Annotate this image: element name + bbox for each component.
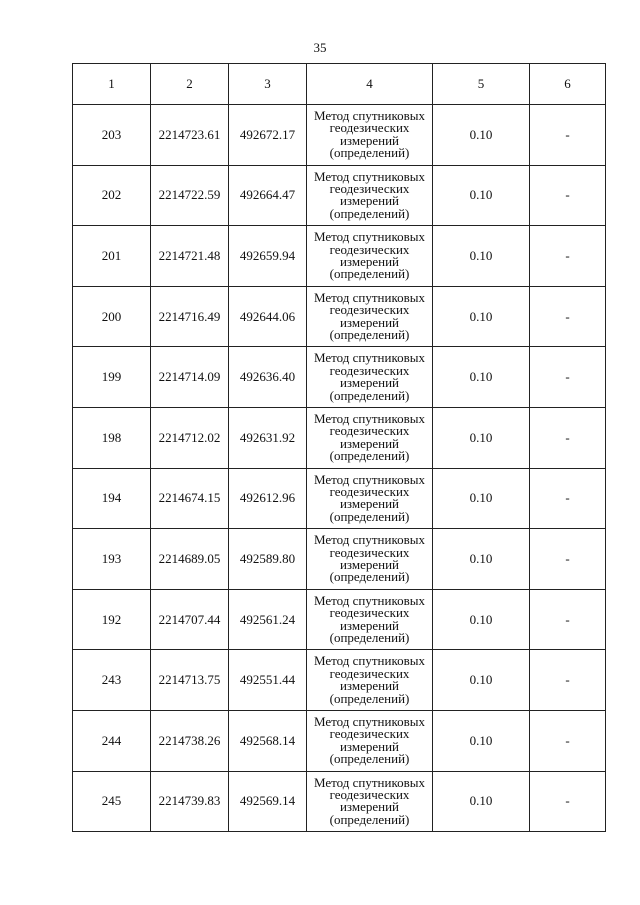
method-text-line: (определений) bbox=[329, 266, 410, 282]
note-cell: - bbox=[530, 650, 606, 711]
method-text-line: измерений bbox=[339, 738, 400, 754]
method-text-line: Метод спутниковых bbox=[313, 289, 425, 305]
x-coordinate-cell: 2214722.59 bbox=[151, 165, 229, 226]
method-text-line: геодезических bbox=[329, 483, 410, 499]
precision-cell: 0.10 bbox=[433, 529, 530, 590]
table-row bbox=[73, 650, 606, 711]
method-text-line: геодезических bbox=[329, 302, 410, 318]
header-cell: 1 bbox=[73, 64, 151, 105]
point-number-cell: 203 bbox=[73, 105, 151, 166]
table-row bbox=[73, 710, 606, 771]
method-cell bbox=[307, 407, 433, 468]
method-cell bbox=[307, 589, 433, 650]
method-text-line: измерений bbox=[339, 556, 400, 572]
precision-cell: 0.10 bbox=[433, 226, 530, 287]
x-coordinate-cell: 2214738.26 bbox=[151, 710, 229, 771]
method-text-line: Метод спутниковых bbox=[313, 532, 425, 548]
table-row bbox=[73, 347, 606, 408]
y-coordinate-cell: 492672.17 bbox=[229, 105, 307, 166]
table-body bbox=[73, 105, 606, 832]
method-text-line: (определений) bbox=[329, 508, 410, 524]
method-text-line: геодезических bbox=[329, 120, 410, 136]
point-number-cell: 244 bbox=[73, 710, 151, 771]
precision-cell: 0.10 bbox=[433, 165, 530, 226]
coordinates-table bbox=[72, 63, 606, 832]
precision-cell: 0.10 bbox=[433, 468, 530, 529]
method-text-line: геодезических bbox=[329, 665, 410, 681]
method-text-line: (определений) bbox=[329, 811, 410, 827]
method-text-line: Метод спутниковых bbox=[313, 774, 425, 790]
method-text-line: измерений bbox=[339, 799, 400, 815]
method-text-line: измерений bbox=[339, 678, 400, 694]
point-number-cell: 192 bbox=[73, 589, 151, 650]
method-text-line: измерений bbox=[339, 193, 400, 209]
method-text-line: Метод спутниковых bbox=[313, 713, 425, 729]
point-number-cell: 202 bbox=[73, 165, 151, 226]
y-coordinate-cell: 492612.96 bbox=[229, 468, 307, 529]
method-text-line: (определений) bbox=[329, 145, 410, 161]
method-text-line: геодезических bbox=[329, 241, 410, 257]
x-coordinate-cell: 2214714.09 bbox=[151, 347, 229, 408]
header-cell: 4 bbox=[307, 64, 433, 105]
table-row bbox=[73, 226, 606, 287]
note-cell: - bbox=[530, 771, 606, 832]
method-text-line: геодезических bbox=[329, 726, 410, 742]
method-text-line: Метод спутниковых bbox=[313, 168, 425, 184]
precision-cell: 0.10 bbox=[433, 286, 530, 347]
method-cell bbox=[307, 650, 433, 711]
table-row bbox=[73, 407, 606, 468]
table-row bbox=[73, 165, 606, 226]
precision-cell: 0.10 bbox=[433, 347, 530, 408]
table-row bbox=[73, 286, 606, 347]
method-text-line: геодезических bbox=[329, 786, 410, 802]
method-text-line: измерений bbox=[339, 617, 400, 633]
method-text-line: Метод спутниковых bbox=[313, 107, 425, 123]
header-cell: 5 bbox=[433, 64, 530, 105]
y-coordinate-cell: 492569.14 bbox=[229, 771, 307, 832]
y-coordinate-cell: 492644.06 bbox=[229, 286, 307, 347]
note-cell: - bbox=[530, 529, 606, 590]
y-coordinate-cell: 492636.40 bbox=[229, 347, 307, 408]
table-row bbox=[73, 771, 606, 832]
x-coordinate-cell: 2214689.05 bbox=[151, 529, 229, 590]
method-text-line: геодезических bbox=[329, 362, 410, 378]
method-text-line: измерений bbox=[339, 132, 400, 148]
method-cell bbox=[307, 710, 433, 771]
point-number-cell: 245 bbox=[73, 771, 151, 832]
method-text-line: геодезических bbox=[329, 423, 410, 439]
table-row bbox=[73, 529, 606, 590]
x-coordinate-cell: 2214723.61 bbox=[151, 105, 229, 166]
method-text-line: (определений) bbox=[329, 326, 410, 342]
y-coordinate-cell: 492659.94 bbox=[229, 226, 307, 287]
method-text-line: Метод спутниковых bbox=[313, 592, 425, 608]
method-cell bbox=[307, 165, 433, 226]
x-coordinate-cell: 2214716.49 bbox=[151, 286, 229, 347]
y-coordinate-cell: 492589.80 bbox=[229, 529, 307, 590]
x-coordinate-cell: 2214713.75 bbox=[151, 650, 229, 711]
method-text-line: геодезических bbox=[329, 544, 410, 560]
table-row bbox=[73, 468, 606, 529]
y-coordinate-cell: 492551.44 bbox=[229, 650, 307, 711]
note-cell: - bbox=[530, 407, 606, 468]
y-coordinate-cell: 492664.47 bbox=[229, 165, 307, 226]
precision-cell: 0.10 bbox=[433, 105, 530, 166]
method-text-line: измерений bbox=[339, 435, 400, 451]
method-cell bbox=[307, 529, 433, 590]
method-text-line: измерений bbox=[339, 253, 400, 269]
method-text-line: (определений) bbox=[329, 690, 410, 706]
method-text-line: (определений) bbox=[329, 448, 410, 464]
method-cell bbox=[307, 105, 433, 166]
note-cell: - bbox=[530, 105, 606, 166]
note-cell: - bbox=[530, 468, 606, 529]
y-coordinate-cell: 492631.92 bbox=[229, 407, 307, 468]
method-text-line: (определений) bbox=[329, 387, 410, 403]
point-number-cell: 200 bbox=[73, 286, 151, 347]
table-row bbox=[73, 589, 606, 650]
method-text-line: Метод спутниковых bbox=[313, 471, 425, 487]
precision-cell: 0.10 bbox=[433, 407, 530, 468]
method-text-line: Метод спутниковых bbox=[313, 229, 425, 245]
x-coordinate-cell: 2214707.44 bbox=[151, 589, 229, 650]
header-cell: 6 bbox=[530, 64, 606, 105]
point-number-cell: 199 bbox=[73, 347, 151, 408]
method-text-line: геодезических bbox=[329, 605, 410, 621]
method-cell bbox=[307, 468, 433, 529]
header-cell: 2 bbox=[151, 64, 229, 105]
method-text-line: Метод спутниковых bbox=[313, 410, 425, 426]
method-cell bbox=[307, 286, 433, 347]
method-text-line: измерений bbox=[339, 375, 400, 391]
method-text-line: (определений) bbox=[329, 751, 410, 767]
method-text-line: геодезических bbox=[329, 180, 410, 196]
note-cell: - bbox=[530, 165, 606, 226]
precision-cell: 0.10 bbox=[433, 771, 530, 832]
point-number-cell: 201 bbox=[73, 226, 151, 287]
method-text-line: измерений bbox=[339, 496, 400, 512]
precision-cell: 0.10 bbox=[433, 589, 530, 650]
point-number-cell: 198 bbox=[73, 407, 151, 468]
method-cell bbox=[307, 771, 433, 832]
header-row bbox=[73, 64, 606, 105]
note-cell: - bbox=[530, 710, 606, 771]
method-cell bbox=[307, 226, 433, 287]
method-text-line: (определений) bbox=[329, 569, 410, 585]
note-cell: - bbox=[530, 589, 606, 650]
x-coordinate-cell: 2214721.48 bbox=[151, 226, 229, 287]
method-text-line: (определений) bbox=[329, 205, 410, 221]
y-coordinate-cell: 492561.24 bbox=[229, 589, 307, 650]
point-number-cell: 194 bbox=[73, 468, 151, 529]
point-number-cell: 193 bbox=[73, 529, 151, 590]
page-number: 35 bbox=[313, 40, 327, 55]
header-cell: 3 bbox=[229, 64, 307, 105]
method-text-line: Метод спутниковых bbox=[313, 653, 425, 669]
note-cell: - bbox=[530, 347, 606, 408]
method-text-line: измерений bbox=[339, 314, 400, 330]
point-number-cell: 243 bbox=[73, 650, 151, 711]
note-cell: - bbox=[530, 226, 606, 287]
y-coordinate-cell: 492568.14 bbox=[229, 710, 307, 771]
precision-cell: 0.10 bbox=[433, 650, 530, 711]
precision-cell: 0.10 bbox=[433, 710, 530, 771]
method-text-line: (определений) bbox=[329, 629, 410, 645]
x-coordinate-cell: 2214674.15 bbox=[151, 468, 229, 529]
note-cell: - bbox=[530, 286, 606, 347]
method-cell bbox=[307, 347, 433, 408]
x-coordinate-cell: 2214739.83 bbox=[151, 771, 229, 832]
table-row bbox=[73, 105, 606, 166]
x-coordinate-cell: 2214712.02 bbox=[151, 407, 229, 468]
method-text-line: Метод спутниковых bbox=[313, 350, 425, 366]
